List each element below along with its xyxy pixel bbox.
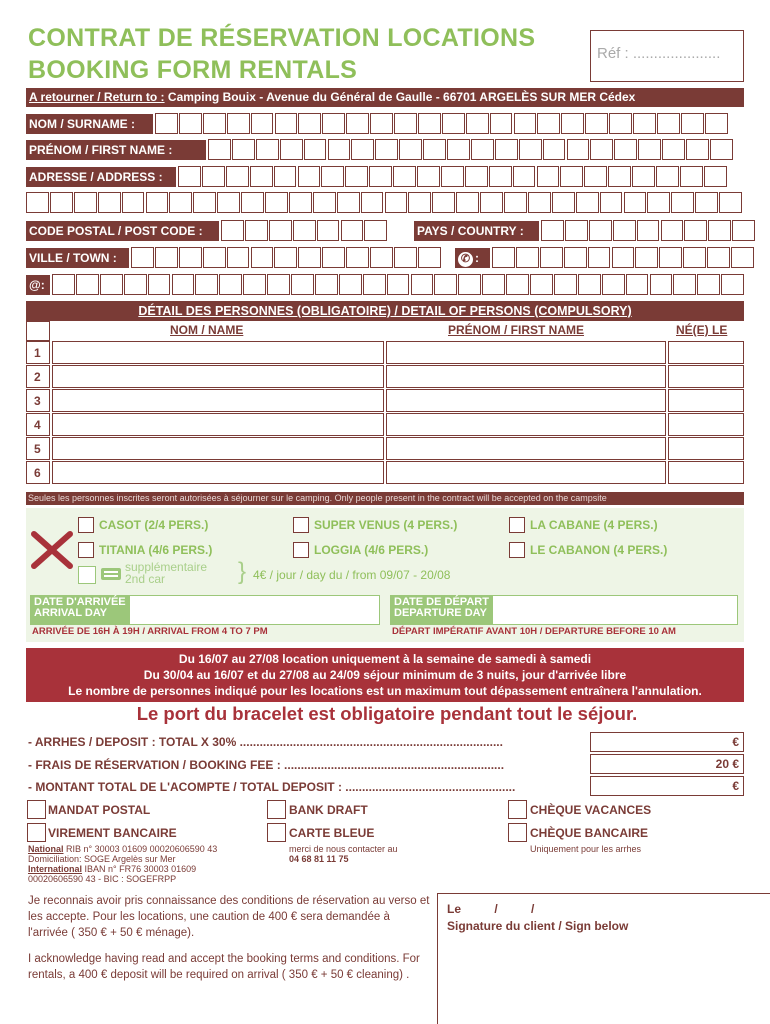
char-cell[interactable] xyxy=(589,220,612,241)
char-cell[interactable] xyxy=(227,113,250,134)
char-cell[interactable] xyxy=(576,192,599,213)
char-cell[interactable] xyxy=(482,274,505,295)
char-cell[interactable] xyxy=(708,220,731,241)
char-cell[interactable] xyxy=(516,247,539,268)
char-cell[interactable] xyxy=(686,139,709,160)
char-cell[interactable] xyxy=(590,139,613,160)
char-cell[interactable] xyxy=(567,139,590,160)
signature-date: Le / / xyxy=(447,902,535,916)
char-cell[interactable] xyxy=(465,166,488,187)
char-cell[interactable] xyxy=(632,166,655,187)
phone-label: ✆ : xyxy=(455,248,490,268)
char-cell[interactable] xyxy=(274,247,297,268)
bank-draft-checkbox[interactable] xyxy=(267,800,286,819)
char-cell[interactable] xyxy=(50,192,73,213)
car-icon xyxy=(100,566,122,582)
char-cell[interactable] xyxy=(721,274,744,295)
char-cell[interactable] xyxy=(179,113,202,134)
titania-label: TITANIA (4/6 PERS.) xyxy=(99,543,213,557)
postcode-label: CODE POSTAL / POST CODE : xyxy=(26,221,219,241)
char-cell[interactable] xyxy=(684,220,707,241)
char-cell[interactable] xyxy=(578,274,601,295)
town-label: VILLE / TOWN : xyxy=(26,248,129,268)
char-cell[interactable] xyxy=(146,192,169,213)
cabane-checkbox[interactable] xyxy=(509,517,525,533)
char-cell[interactable] xyxy=(375,139,398,160)
col-name-header: NOM / NAME xyxy=(170,323,244,337)
person-cell[interactable] xyxy=(386,389,666,412)
char-cell[interactable] xyxy=(298,113,321,134)
char-cell[interactable] xyxy=(609,113,632,134)
char-cell[interactable] xyxy=(346,113,369,134)
char-cell[interactable] xyxy=(100,274,123,295)
char-cell[interactable] xyxy=(315,274,338,295)
credit-card-checkbox[interactable] xyxy=(267,823,286,842)
char-cell[interactable] xyxy=(361,192,384,213)
char-cell[interactable] xyxy=(565,220,588,241)
person-row-number: 6 xyxy=(26,461,50,484)
header-corner xyxy=(26,321,50,341)
char-cell[interactable] xyxy=(203,113,226,134)
loggia-label: LOGGIA (4/6 PERS.) xyxy=(314,543,429,557)
char-cell[interactable] xyxy=(647,192,670,213)
char-cell[interactable] xyxy=(98,192,121,213)
char-cell[interactable] xyxy=(345,166,368,187)
person-row-number: 5 xyxy=(26,437,50,460)
char-cell[interactable] xyxy=(471,139,494,160)
char-cell[interactable] xyxy=(298,166,321,187)
char-cell[interactable] xyxy=(719,192,742,213)
person-cell[interactable] xyxy=(386,413,666,436)
char-cell[interactable] xyxy=(495,139,518,160)
char-cell[interactable] xyxy=(418,113,441,134)
char-cell[interactable] xyxy=(514,113,537,134)
bank-cheque-label: CHÈQUE BANCAIRE xyxy=(530,826,649,840)
departure-date-label: DATE DE DÉPART DEPARTURE DAY xyxy=(390,595,493,625)
col-born-header: NÉ(E) LE xyxy=(676,323,728,337)
char-cell[interactable] xyxy=(537,166,560,187)
char-cell[interactable] xyxy=(560,166,583,187)
char-cell[interactable] xyxy=(489,166,512,187)
char-cell[interactable] xyxy=(251,247,274,268)
char-cell[interactable] xyxy=(321,166,344,187)
char-cell[interactable] xyxy=(528,192,551,213)
cabanon-label: LE CABANON (4 PERS.) xyxy=(530,543,668,557)
super-venus-label: SUPER VENUS (4 PERS.) xyxy=(314,518,458,532)
char-cell[interactable] xyxy=(394,113,417,134)
char-cell[interactable] xyxy=(293,220,316,241)
char-cell[interactable] xyxy=(458,274,481,295)
char-cell[interactable] xyxy=(155,113,178,134)
char-cell[interactable] xyxy=(363,274,386,295)
second-car-price: 4€ / jour / day du / from 09/07 - 20/08 xyxy=(253,568,451,582)
person-cell[interactable] xyxy=(668,341,744,364)
char-cell[interactable] xyxy=(662,139,685,160)
char-cell[interactable] xyxy=(269,220,292,241)
char-cell[interactable] xyxy=(447,139,470,160)
char-cell[interactable] xyxy=(537,113,560,134)
person-cell[interactable] xyxy=(386,365,666,388)
char-cell[interactable] xyxy=(370,113,393,134)
char-cell[interactable] xyxy=(394,247,417,268)
char-cell[interactable] xyxy=(697,274,720,295)
char-cell[interactable] xyxy=(408,192,431,213)
char-cell[interactable] xyxy=(650,274,673,295)
char-cell[interactable] xyxy=(506,274,529,295)
char-cell[interactable] xyxy=(245,220,268,241)
char-cell[interactable] xyxy=(540,247,563,268)
title-en: BOOKING FORM RENTALS xyxy=(28,56,358,84)
brace-icon: } xyxy=(238,558,247,585)
char-cell[interactable] xyxy=(635,247,658,268)
person-cell[interactable] xyxy=(52,389,384,412)
char-cell[interactable] xyxy=(399,139,422,160)
char-cell[interactable] xyxy=(504,192,527,213)
char-cell[interactable] xyxy=(232,139,255,160)
char-cell[interactable] xyxy=(298,247,321,268)
char-cell[interactable] xyxy=(552,192,575,213)
char-cell[interactable] xyxy=(657,113,680,134)
char-cell[interactable] xyxy=(612,247,635,268)
char-cell[interactable] xyxy=(564,247,587,268)
char-cell[interactable] xyxy=(671,192,694,213)
char-cell[interactable] xyxy=(339,274,362,295)
char-cell[interactable] xyxy=(351,139,374,160)
char-cell[interactable] xyxy=(317,220,340,241)
person-cell[interactable] xyxy=(386,341,666,364)
cross-icon xyxy=(30,530,74,575)
char-cell[interactable] xyxy=(178,166,201,187)
char-cell[interactable] xyxy=(608,166,631,187)
char-cell[interactable] xyxy=(275,113,298,134)
char-cell[interactable] xyxy=(411,274,434,295)
char-cell[interactable] xyxy=(124,274,147,295)
char-cell[interactable] xyxy=(492,247,515,268)
person-row-number: 1 xyxy=(26,341,50,364)
country-label: PAYS / COUNTRY : xyxy=(414,221,539,241)
title-fr: CONTRAT DE RÉSERVATION LOCATIONS xyxy=(28,24,536,52)
char-cell[interactable] xyxy=(600,192,623,213)
char-cell[interactable] xyxy=(673,274,696,295)
postal-order-checkbox[interactable] xyxy=(27,800,46,819)
char-cell[interactable] xyxy=(179,247,202,268)
char-cell[interactable] xyxy=(221,220,244,241)
person-row-number: 3 xyxy=(26,389,50,412)
char-cell[interactable] xyxy=(393,166,416,187)
cabanon-checkbox[interactable] xyxy=(509,542,525,558)
char-cell[interactable] xyxy=(155,247,178,268)
person-row-number: 2 xyxy=(26,365,50,388)
phone-icon: ✆ xyxy=(458,252,473,267)
bank-draft-label: BANK DRAFT xyxy=(289,803,368,817)
char-cell[interactable] xyxy=(626,274,649,295)
char-cell[interactable] xyxy=(217,192,240,213)
char-cell[interactable] xyxy=(705,113,728,134)
char-cell[interactable] xyxy=(172,274,195,295)
char-cell[interactable] xyxy=(387,274,410,295)
char-cell[interactable] xyxy=(322,247,345,268)
second-car-label: supplémentaire 2nd car xyxy=(125,560,208,586)
char-cell[interactable] xyxy=(490,113,513,134)
credit-card-label: CARTE BLEUE xyxy=(289,826,375,840)
char-cell[interactable] xyxy=(480,192,503,213)
bank-details: National RIB n° 30003 01609 00020606590 43 Domiciliation: SOGE Argelès sur Mer International IBAN n° FR76 30003 01609 00020606590 43 - BIC : SOGEFRPP xyxy=(28,844,218,884)
bank-transfer-label: VIREMENT BANCAIRE xyxy=(48,826,177,840)
char-cell[interactable] xyxy=(614,139,637,160)
person-cell[interactable] xyxy=(52,413,384,436)
char-cell[interactable] xyxy=(681,113,704,134)
char-cell[interactable] xyxy=(346,247,369,268)
char-cell[interactable] xyxy=(76,274,99,295)
char-cell[interactable] xyxy=(313,192,336,213)
char-cell[interactable] xyxy=(423,139,446,160)
person-cell[interactable] xyxy=(52,341,384,364)
char-cell[interactable] xyxy=(456,192,479,213)
deposit-label: - ARRHES / DEPOSIT : TOTAL X 30% ............................................................................... xyxy=(28,735,503,749)
person-cell[interactable] xyxy=(52,365,384,388)
char-cell[interactable] xyxy=(337,192,360,213)
booking-fee-amount[interactable]: 20 € xyxy=(590,754,744,774)
return-address: Camping Bouix - Avenue du Général de Gaulle - 66701 ARGELÈS SUR MER Cédex xyxy=(164,90,636,104)
person-cell[interactable] xyxy=(668,437,744,460)
char-cell[interactable] xyxy=(530,274,553,295)
char-cell[interactable] xyxy=(74,192,97,213)
char-cell[interactable] xyxy=(122,192,145,213)
arrival-date-label: DATE D'ARRIVÉE ARRIVAL DAY xyxy=(30,595,130,625)
char-cell[interactable] xyxy=(710,139,733,160)
email-label: @: xyxy=(26,275,50,295)
char-cell[interactable] xyxy=(195,274,218,295)
return-label: A retourner / Return to : xyxy=(29,90,165,104)
char-cell[interactable] xyxy=(227,247,250,268)
char-cell[interactable] xyxy=(169,192,192,213)
casot-checkbox[interactable] xyxy=(78,517,94,533)
char-cell[interactable] xyxy=(519,139,542,160)
char-cell[interactable] xyxy=(250,166,273,187)
char-cell[interactable] xyxy=(341,220,364,241)
person-cell[interactable] xyxy=(668,413,744,436)
char-cell[interactable] xyxy=(26,192,49,213)
char-cell[interactable] xyxy=(418,247,441,268)
bracelet-notice: Le port du bracelet est obligatoire pendant tout le séjour. xyxy=(136,703,638,724)
total-deposit-label: - MONTANT TOTAL DE L'ACOMPTE / TOTAL DEPOSIT : ................................................... xyxy=(28,780,516,794)
char-cell[interactable] xyxy=(633,113,656,134)
char-cell[interactable] xyxy=(683,247,706,268)
surname-label: NOM / SURNAME : xyxy=(26,114,153,134)
char-cell[interactable] xyxy=(304,139,327,160)
col-firstname-header: PRÉNOM / FIRST NAME xyxy=(448,323,585,337)
char-cell[interactable] xyxy=(219,274,242,295)
char-cell[interactable] xyxy=(385,192,408,213)
char-cell[interactable] xyxy=(280,139,303,160)
char-cell[interactable] xyxy=(434,274,457,295)
postal-order-label: MANDAT POSTAL xyxy=(48,803,151,817)
char-cell[interactable] xyxy=(613,220,636,241)
char-cell[interactable] xyxy=(289,192,312,213)
person-cell[interactable] xyxy=(668,365,744,388)
char-cell[interactable] xyxy=(707,247,730,268)
char-cell[interactable] xyxy=(202,166,225,187)
firstname-label: PRÉNOM / FIRST NAME : xyxy=(26,140,206,160)
terms-en: I acknowledge having read and accept the booking terms and conditions. For rentals, a 400 € deposit will be required on arrival ( 350 € + 50 € cleaning) . xyxy=(28,953,420,981)
char-cell[interactable] xyxy=(695,192,718,213)
char-cell[interactable] xyxy=(328,139,351,160)
arrival-note: ARRIVÉE DE 16H À 19H / ARRIVAL FROM 4 TO 7 PM xyxy=(32,626,268,637)
char-cell[interactable] xyxy=(369,166,392,187)
reference-field[interactable]: Réf : ..................... xyxy=(590,30,744,82)
char-cell[interactable] xyxy=(731,247,754,268)
address-label: ADRESSE / ADDRESS : xyxy=(26,167,176,187)
char-cell[interactable] xyxy=(441,166,464,187)
char-cell[interactable] xyxy=(203,247,226,268)
char-cell[interactable] xyxy=(585,113,608,134)
casot-label: CASOT (2/4 PERS.) xyxy=(99,518,209,532)
person-cell[interactable] xyxy=(386,437,666,460)
second-car-checkbox[interactable] xyxy=(78,566,96,584)
char-cell[interactable] xyxy=(637,220,660,241)
cheque-note: Uniquement pour les arrhes xyxy=(530,844,642,854)
booking-notice: Du 16/07 au 27/08 location uniquement à la semaine de samedi à samedi Du 30/04 au 16/07 et du 27/08 au 24/09 séjour minimum de 3 nuits, jour d'arrivée libre Le nombre de personnes indiqué pour les locations est un maximum tout dépassement entraînera l'annulation. xyxy=(26,648,744,702)
persons-note: Seules les personnes inscrites seront autorisées à séjourner sur le camping. Only people present in the contract will be accepted on the campsite xyxy=(26,492,744,505)
super-venus-checkbox[interactable] xyxy=(293,517,309,533)
char-cell[interactable] xyxy=(52,274,75,295)
char-cell[interactable] xyxy=(513,166,536,187)
total-deposit-amount[interactable]: € xyxy=(590,776,744,796)
char-cell[interactable] xyxy=(241,192,264,213)
person-cell[interactable] xyxy=(386,461,666,484)
char-cell[interactable] xyxy=(274,166,297,187)
char-cell[interactable] xyxy=(543,139,566,160)
char-cell[interactable] xyxy=(541,220,564,241)
char-cell[interactable] xyxy=(584,166,607,187)
char-cell[interactable] xyxy=(466,113,489,134)
person-cell[interactable] xyxy=(52,437,384,460)
char-cell[interactable] xyxy=(148,274,171,295)
char-cell[interactable] xyxy=(659,247,682,268)
booking-fee-label: - FRAIS DE RÉSERVATION / BOOKING FEE : .................................................................. xyxy=(28,758,505,772)
return-address-bar xyxy=(26,88,744,107)
char-cell[interactable] xyxy=(624,192,647,213)
signature-label: Signature du client / Sign below xyxy=(447,919,629,933)
terms-fr: Je reconnais avoir pris connaissance des conditions de réservation au verso et les accepte. Pour les locations, une caution de 400 € sera demandée à l'arrivée ( 350 € + 50 € ménage). xyxy=(28,895,430,939)
char-cell[interactable] xyxy=(602,274,625,295)
char-cell[interactable] xyxy=(732,220,755,241)
char-cell[interactable] xyxy=(561,113,584,134)
persons-title: DÉTAIL DES PERSONNES (OBLIGATOIRE) / DETAIL OF PERSONS (COMPULSORY) xyxy=(26,301,744,321)
person-cell[interactable] xyxy=(668,461,744,484)
loggia-checkbox[interactable] xyxy=(293,542,309,558)
titania-checkbox[interactable] xyxy=(78,542,94,558)
person-cell[interactable] xyxy=(668,389,744,412)
char-cell[interactable] xyxy=(364,220,387,241)
char-cell[interactable] xyxy=(243,274,266,295)
char-cell[interactable] xyxy=(251,113,274,134)
char-cell[interactable] xyxy=(588,247,611,268)
cabane-label: LA CABANE (4 PERS.) xyxy=(530,518,658,532)
card-contact: merci de nous contacter au 04 68 81 11 75 xyxy=(289,844,398,864)
char-cell[interactable] xyxy=(193,192,216,213)
char-cell[interactable] xyxy=(432,192,455,213)
char-cell[interactable] xyxy=(226,166,249,187)
deposit-amount[interactable]: € xyxy=(590,732,744,752)
holiday-voucher-label: CHÈQUE VACANCES xyxy=(530,803,652,817)
char-cell[interactable] xyxy=(256,139,279,160)
char-cell[interactable] xyxy=(131,247,154,268)
char-cell[interactable] xyxy=(265,192,288,213)
char-cell[interactable] xyxy=(704,166,727,187)
person-row-number: 4 xyxy=(26,413,50,436)
char-cell[interactable] xyxy=(322,113,345,134)
person-cell[interactable] xyxy=(52,461,384,484)
departure-note: DÉPART IMPÉRATIF AVANT 10H / DEPARTURE BEFORE 10 AM xyxy=(392,626,676,637)
char-cell[interactable] xyxy=(291,274,314,295)
char-cell[interactable] xyxy=(208,139,231,160)
char-cell[interactable] xyxy=(370,247,393,268)
char-cell[interactable] xyxy=(267,274,290,295)
char-cell[interactable] xyxy=(656,166,679,187)
holiday-voucher-checkbox[interactable] xyxy=(508,800,527,819)
bank-cheque-checkbox[interactable] xyxy=(508,823,527,842)
char-cell[interactable] xyxy=(442,113,465,134)
char-cell[interactable] xyxy=(417,166,440,187)
char-cell[interactable] xyxy=(638,139,661,160)
char-cell[interactable] xyxy=(661,220,684,241)
char-cell[interactable] xyxy=(554,274,577,295)
char-cell[interactable] xyxy=(680,166,703,187)
bank-transfer-checkbox[interactable] xyxy=(27,823,46,842)
